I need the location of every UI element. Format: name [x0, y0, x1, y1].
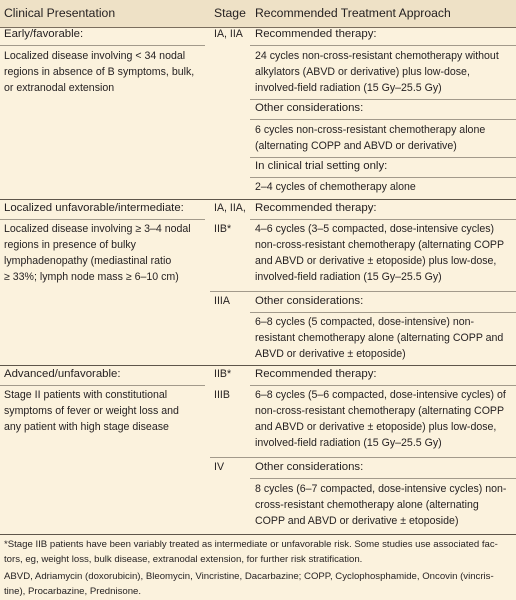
- treatment-line: involved-field radiation (15 Gy–25.5 Gy): [255, 437, 442, 449]
- description-line: regions in absence of B symptoms, bulk,: [4, 66, 195, 78]
- header-clinical-presentation: Clinical Presentation: [4, 6, 116, 20]
- description-line: ≥ 33%; lymph node mass ≥ 6–10 cm): [4, 271, 179, 283]
- stage-label: IIIA: [214, 295, 230, 307]
- treatment-line: COPP and ABVD or derivative ± etoposide): [255, 515, 459, 527]
- block-heading: Other considerations:: [255, 295, 364, 307]
- block-heading: Recommended therapy:: [255, 202, 377, 214]
- description-line: Localized disease involving < 34 nodal: [4, 50, 186, 62]
- treatment-line: non-cross-resistant chemotherapy (alternating COPP: [255, 239, 505, 251]
- stage-label: IIB*: [214, 368, 232, 380]
- treatment-line: (alternating COPP and ABVD or derivative): [255, 140, 457, 152]
- treatment-line: alkylators (ABVD or derivative) plus low-dose,: [255, 66, 470, 78]
- description-line: symptoms of fever or weight loss and: [4, 405, 179, 417]
- description-line: or extranodal extension: [4, 82, 115, 94]
- section-divider: [0, 199, 516, 200]
- description-line: lymphadenopathy (mediastinal ratio: [4, 255, 172, 267]
- section-divider: [0, 365, 516, 366]
- table-bottom-rule: [0, 534, 516, 535]
- stage-label: IIB*: [214, 223, 232, 235]
- description-line: Stage II patients with constitutional: [4, 389, 168, 401]
- treatment-line: and ABVD or derivative ± etoposide) plus low-dose,: [255, 421, 497, 433]
- stage-label: IA, IIA: [214, 28, 243, 40]
- section-title: Localized unfavorable/intermediate:: [4, 202, 184, 214]
- abbreviations-line: tine), Procarbazine, Prednisone.: [4, 586, 142, 598]
- description-line: Localized disease involving ≥ 3–4 nodal: [4, 223, 191, 235]
- divider: [0, 219, 205, 220]
- header-treatment-approach: Recommended Treatment Approach: [255, 6, 451, 20]
- divider: [250, 45, 516, 46]
- block-heading: In clinical trial setting only:: [255, 160, 388, 172]
- divider: [250, 385, 516, 386]
- treatment-line: resistant chemotherapy alone (alternating COPP and: [255, 332, 504, 344]
- divider: [0, 45, 205, 46]
- treatment-line: 8 cycles (6–7 compacted, dose-intensive cycles) non-: [255, 483, 507, 495]
- abbreviations: [4, 569, 512, 600]
- divider: [250, 312, 516, 313]
- treatment-line: 2–4 cycles of chemotherapy alone: [255, 181, 416, 193]
- divider: [250, 119, 516, 120]
- divider: [250, 157, 516, 158]
- divider: [250, 99, 516, 100]
- treatment-line: 24 cycles non-cross-resistant chemotherapy without: [255, 50, 499, 62]
- footnote-line: tors, eg, weight loss, bulk disease, extranodal extension, for further risk stratification.: [4, 554, 363, 566]
- table-header: [0, 0, 516, 28]
- footnote-line: *Stage IIB patients have been variably treated as intermediate or unfavorable risk. Some studies use associated fac-: [4, 539, 498, 550]
- divider: [0, 385, 205, 386]
- treatment-line: involved-field radiation (15 Gy–25.5 Gy): [255, 82, 442, 94]
- block-heading: Recommended therapy:: [255, 368, 377, 380]
- stage-label: IV: [214, 461, 225, 473]
- treatment-line: 6 cycles non-cross-resistant chemotherapy alone: [255, 124, 486, 136]
- divider: [250, 478, 516, 479]
- stage-label: IA, IIA,: [214, 202, 246, 214]
- divider: [250, 219, 516, 220]
- treatment-line: 6–8 cycles (5–6 compacted, dose-intensive cycles) of: [255, 389, 506, 401]
- footnote: [4, 537, 512, 568]
- treatment-line: ABVD or derivative ± etoposide): [255, 348, 406, 360]
- treatment-line: non-cross-resistant chemotherapy (alternating COPP: [255, 405, 505, 417]
- abbreviations-line: ABVD, Adriamycin (doxorubicin), Bleomycin, Vincristine, Dacarbazine; COPP, Cyclophosphamide, Oncovin (vincris-: [4, 571, 494, 582]
- block-heading: Other considerations:: [255, 102, 364, 114]
- section-title: Advanced/unfavorable:: [4, 368, 121, 380]
- divider: [210, 291, 516, 292]
- header-stage: Stage: [214, 6, 246, 20]
- treatment-line: and ABVD or derivative ± etoposide) plus low-dose,: [255, 255, 497, 267]
- treatment-line: cross-resistant chemotherapy alone (alternating: [255, 499, 479, 511]
- treatment-line: 6–8 cycles (5 compacted, dose-intensive) non-: [255, 316, 475, 328]
- block-heading: Other considerations:: [255, 461, 364, 473]
- description-line: any patient with high stage disease: [4, 421, 169, 433]
- divider: [250, 177, 516, 178]
- description-line: regions in presence of bulky: [4, 239, 136, 251]
- divider: [210, 457, 516, 458]
- treatment-line: 4–6 cycles (3–5 compacted, dose-intensive cycles): [255, 223, 495, 235]
- treatment-line: involved-field radiation (15 Gy–25.5 Gy): [255, 271, 442, 283]
- stage-label: IIIB: [214, 389, 230, 401]
- section-title: Early/favorable:: [4, 28, 84, 40]
- block-heading: Recommended therapy:: [255, 28, 377, 40]
